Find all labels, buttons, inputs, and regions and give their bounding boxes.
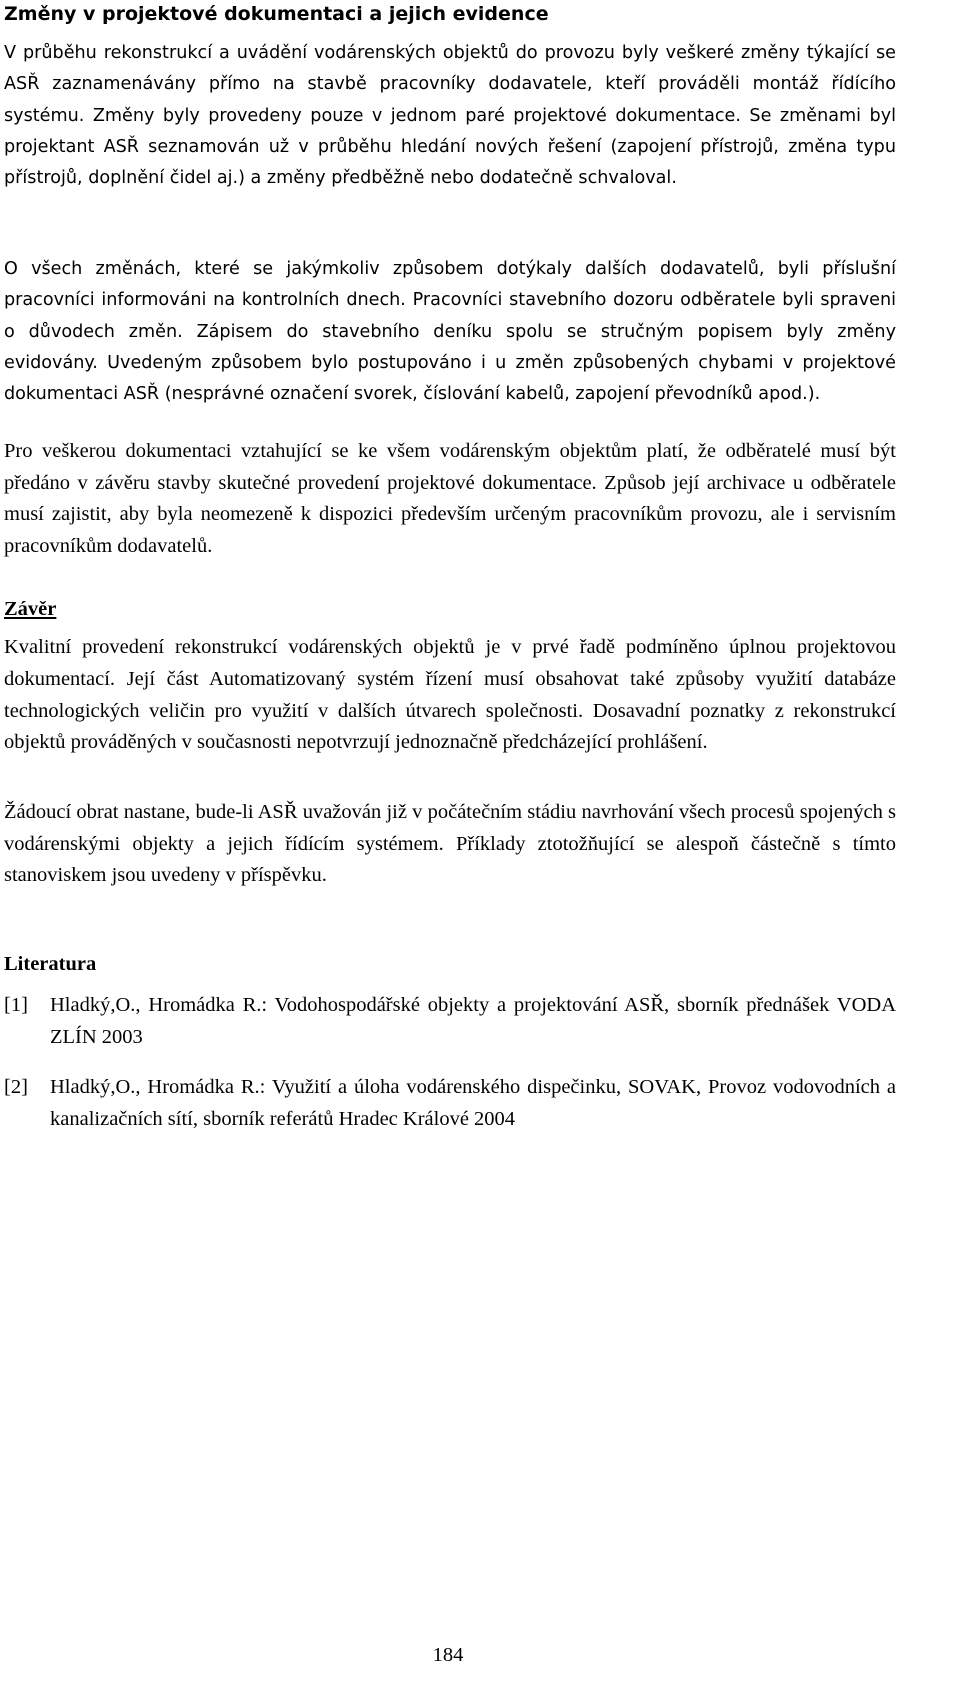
- conclusion-section-2: [4, 797, 896, 892]
- literature-heading: Literatura: [4, 953, 97, 975]
- reference-text: Hladký,O., Hromádka R.: Využití a úloha vodárenského dispečinku, SOVAK, Provoz vodovodních a kanalizačních sítí, sborník referátů Hradec Králové 2004: [50, 1076, 896, 1130]
- paragraph: V průběhu rekonstrukcí a uvádění vodárenských objektů do provozu byly veškeré změny týkající se ASŘ zaznamenávány přímo na stavbě pracovníky dodavatele, kteří prováděli montáž řídícího systému. Změny byly provedeny pouze v jednom paré projektové dokumentace. Se změnami byl projektant ASŘ seznamován už v průběhu hledání nových řešení (zapojení přístrojů, změna typu přístrojů, doplnění čidel aj.) a změny předběžně nebo dodatečně schvaloval.: [4, 43, 896, 189]
- reference-item: [4, 1072, 896, 1135]
- paragraph: Žádoucí obrat nastane, bude-li ASŘ uvažován již v počátečním stádiu navrhování všech procesů spojených s vodárenskými objekty a jejich řídícím systémem. Příklady ztotožňující se alespoň částečně s tímto stanoviskem jsou uvedeny v příspěvku.: [4, 801, 896, 886]
- reference-number: [2]: [4, 1076, 28, 1098]
- changes-section-3: [4, 436, 896, 562]
- reference-number: [1]: [4, 994, 28, 1016]
- paragraph: O všech změnách, které se jakýmkoliv způsobem dotýkaly dalších dodavatelů, byli příslušní pracovníci informováni na kontrolních dnech. Pracovníci stavebního dozoru odběratele byli spraveni o důvodech změn. Zápisem do stavebního deníku spolu se stručným popisem byly změny evidovány. Uvedeným způsobem bylo postupováno i u změn způsobených chybami v projektové dokumentaci ASŘ (nesprávné označení svorek, číslování kabelů, zapojení převodníků apod.).: [4, 259, 896, 405]
- changes-section: [4, 38, 896, 194]
- page-number: 184: [432, 1644, 464, 1666]
- changes-section-2: [4, 254, 896, 410]
- conclusion-section: [4, 632, 896, 759]
- paragraph: Kvalitní provedení rekonstrukcí vodárenských objektů je v prvé řadě podmíněno úplnou projektovou dokumentací. Její část Automatizovaný systém řízení musí obsahovat také způsoby využití databáze technologických veličin pro využití v dalších útvarech společnosti. Dosavadní poznatky z rekonstrukcí objektů prováděných v současnosti nepotvrzují jednoznačně předcházející prohlášení.: [4, 636, 896, 754]
- paragraph: Pro veškerou dokumentaci vztahující se ke všem vodárenským objektům platí, že odběratelé musí být předáno v závěru stavby skutečné provedení projektové dokumentace. Způsob její archivace u odběratele musí zajistit, aby byla neomezeně k dispozici především určeným pracovníkům provozu, ale i servisním pracovníkům dodavatelů.: [4, 440, 896, 557]
- reference-text: Hladký,O., Hromádka R.: Vodohospodářské objekty a projektování ASŘ, sborník přednášek VODA ZLÍN 2003: [50, 994, 896, 1048]
- reference-item: [4, 990, 896, 1053]
- section-heading-changes: Změny v projektové dokumentaci a jejich evidence: [4, 3, 549, 25]
- conclusion-heading: Závěr: [4, 598, 57, 620]
